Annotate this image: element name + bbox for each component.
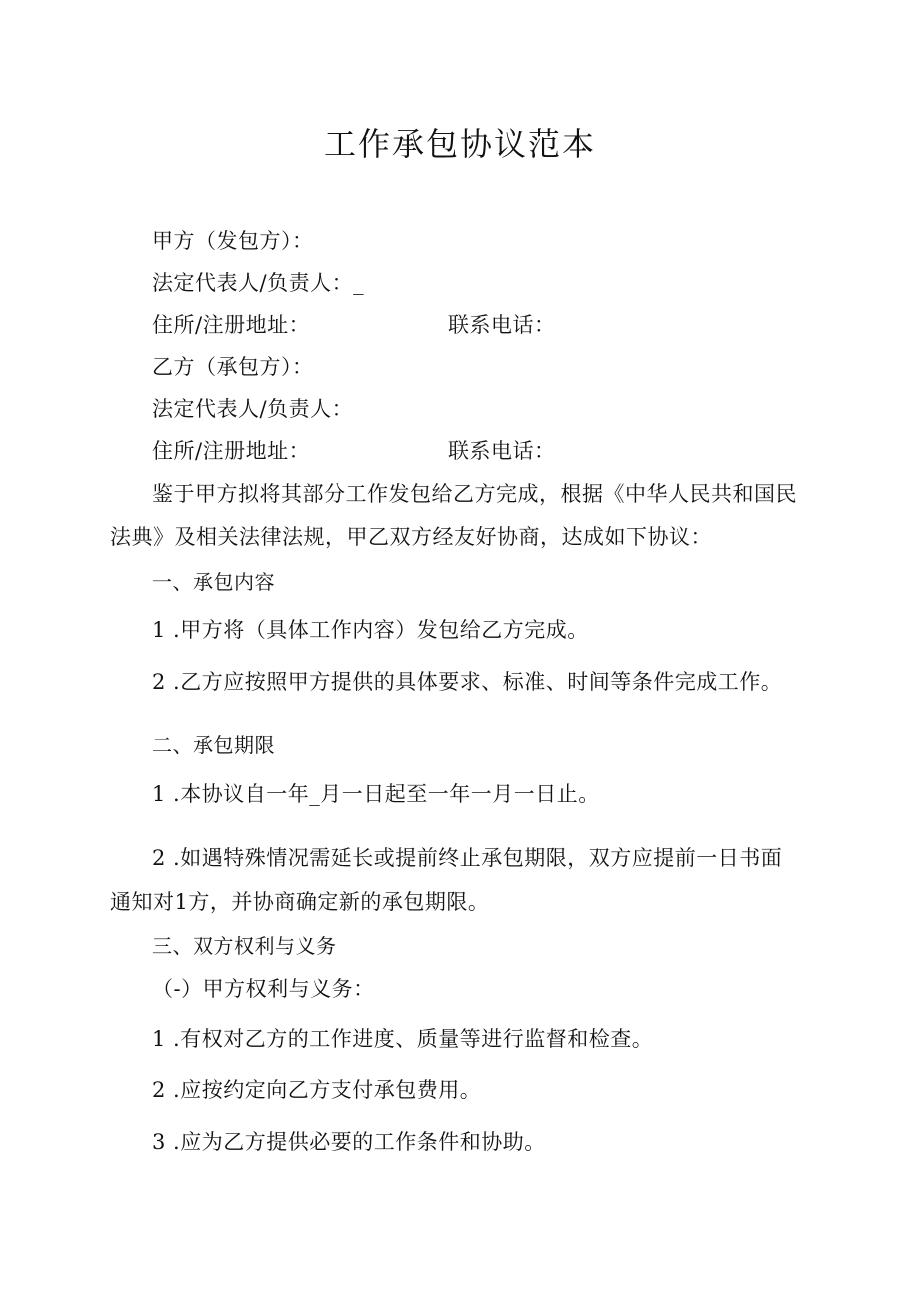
section-3-subheading: （-）甲方权利与义务： [152, 977, 375, 1001]
party-a-address: 住所/注册地址： [152, 313, 311, 337]
party-a-label: 甲方（发包方）： [152, 229, 314, 253]
preamble-line-2: 法典》及相关法律法规，甲乙双方经友好协商，达成如下协议： [110, 525, 712, 549]
section-3-item-2: 2 .应按约定向乙方支付承包费用。 [152, 1078, 482, 1102]
section-2-heading: 二、承包期限 [152, 733, 275, 757]
section-2-item-1: 1 .本协议自一年_月一日起至一年一月一日止。 [152, 782, 600, 806]
party-a-phone: 联系电话： [448, 313, 556, 337]
party-b-address: 住所/注册地址： [152, 439, 311, 463]
document-title: 工作承包协议范本 [323, 125, 596, 163]
party-a-representative: 法定代表人/负责人：_ [152, 271, 365, 295]
section-3-item-1: 1 .有权对乙方的工作进度、质量等进行监督和检查。 [152, 1027, 654, 1051]
section-1-heading: 一、承包内容 [152, 570, 275, 594]
preamble-line-1: 鉴于甲方拟将其部分工作发包给乙方完成，根据《中华人民共和国民 [152, 482, 797, 506]
party-b-label: 乙方（承包方）： [152, 355, 314, 379]
section-1-item-1: 1 .甲方将（具体工作内容）发包给乙方完成。 [152, 618, 589, 642]
party-b-phone: 联系电话： [448, 439, 556, 463]
party-b-representative: 法定代表人/负责人： [152, 397, 354, 421]
section-3-heading: 三、双方权利与义务 [152, 934, 337, 958]
section-1-item-2: 2 .乙方应按照甲方提供的具体要求、标准、时间等条件完成工作。 [152, 670, 783, 694]
section-2-item-2-line-1: 2 .如遇特殊情况需延长或提前终止承包期限，双方应提前一日书面 [152, 846, 783, 870]
section-2-item-2-line-2: 通知对1方，并协商确定新的承包期限。 [110, 890, 490, 914]
section-3-item-3: 3 .应为乙方提供必要的工作条件和协助。 [152, 1130, 546, 1154]
